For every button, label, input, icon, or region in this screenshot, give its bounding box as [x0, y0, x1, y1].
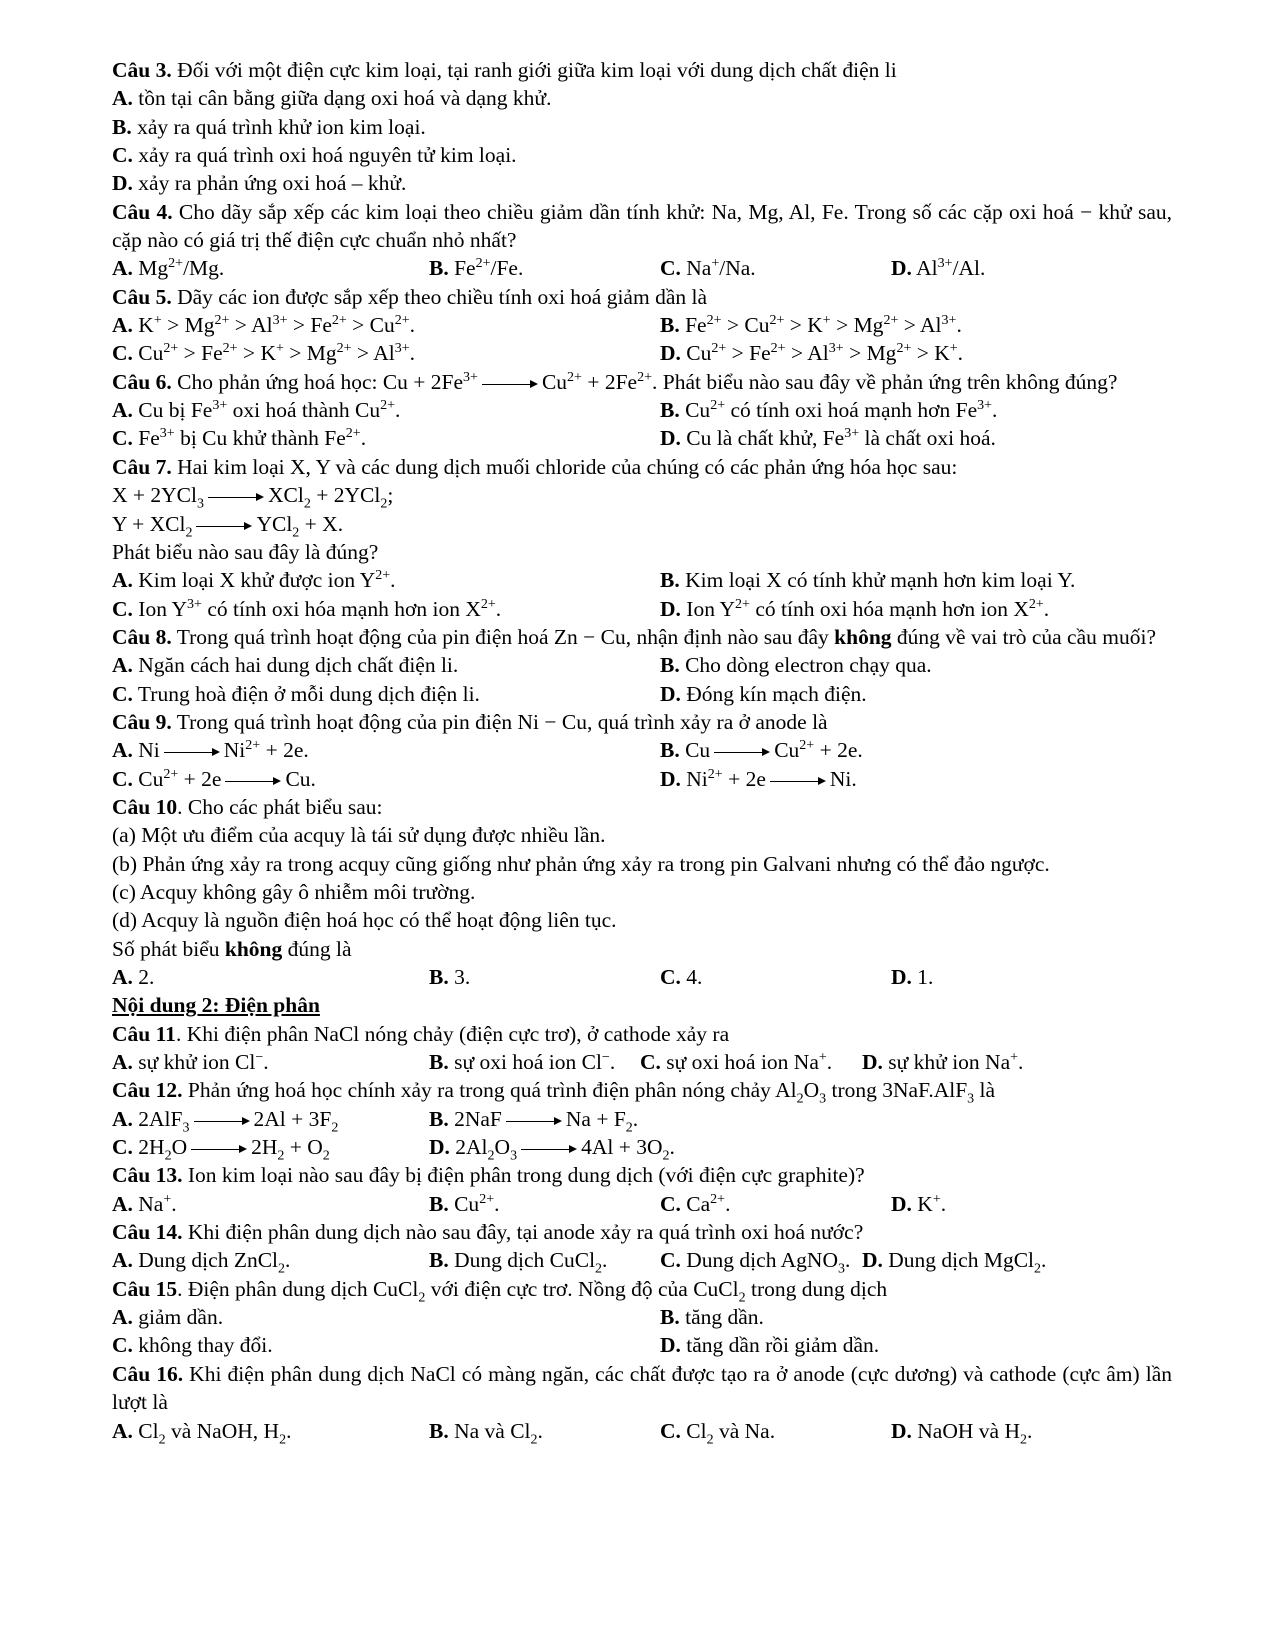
- q13-option-d: D. K+.: [891, 1191, 947, 1216]
- q15-options-cd: [112, 1331, 1172, 1359]
- q7-option-b: B. Kim loại X có tính khử mạnh hơn kim loại Y.: [660, 568, 1076, 593]
- q8-option-c: C. Trung hoà điện ở mỗi dung dịch điện li.: [112, 681, 480, 706]
- q15-stem: Câu 15. Điện phân dung dịch CuCl$_2$ với điện cực trơ. Nồng độ của CuCl$_2$ trong dung dịch: [112, 1276, 888, 1306]
- q6-option-b: B. $Cu^{2+}$ có tính oxi hoá mạnh hơn $Fe^{3+}$.: [660, 397, 998, 423]
- arrow-icon: [714, 747, 770, 757]
- q12-option-d: D. $2Al_2O_3$ $4Al + 3O_2$.: [429, 1135, 675, 1164]
- q11-option-a: A. sự khử ion Cl−.: [112, 1049, 269, 1075]
- q7-reaction-2: Y + XCl$_2$ YCl$_2$ + X.: [112, 511, 344, 540]
- q11-option-c: C. sự oxi hoá ion Na+.: [640, 1049, 833, 1075]
- q3-label: Câu 3.: [112, 58, 172, 82]
- arrow-icon: [194, 1116, 250, 1126]
- q5-options-ab: [112, 311, 1172, 339]
- q9-options-cd: [112, 765, 1172, 793]
- q4-option-a: A. $Mg^{2+}/Mg$.: [112, 256, 225, 281]
- q6-options-ab: [112, 396, 1172, 424]
- q11-options: [112, 1048, 1172, 1076]
- q8-option-b: B. Cho dòng electron chạy qua.: [660, 653, 932, 678]
- q10-option-a: A. 2.: [112, 965, 155, 989]
- q5-stem: Câu 5. Dãy các ion được sắp xếp theo chiều tính oxi hoá giảm dần là: [112, 284, 708, 309]
- q9-option-a: A. Ni $Ni^{2+} + 2e$.: [112, 738, 309, 763]
- q6-option-c: C. $Fe^{3+}$ bị Cu khử thành $Fe^{2+}$.: [112, 426, 367, 451]
- q3-option-c: C. xảy ra quá trình oxi hoá nguyên tử kim loại.: [112, 143, 517, 168]
- q9-option-d: D. $Ni^{2+} + 2e$ Ni.: [660, 766, 857, 791]
- q16-stem: Câu 16. Khi điện phân dung dịch NaCl có màng ngăn, các chất được tạo ra ở anode (cực dương) và cathode (cực âm) lần lượt là: [112, 1361, 1172, 1415]
- q5-option-c: C. $Cu^{2+} > Fe^{2+} > K^+ > Mg^{2+} > Al^{3+}$.: [112, 341, 416, 366]
- q13-stem: Câu 13. Ion kim loại nào sau đây bị điện phân trong dung dịch (với điện cực graphite)?: [112, 1163, 865, 1188]
- q10-count-question: Số phát biểu không đúng là: [112, 936, 352, 961]
- q6-option-a: A. Cu bị $Fe^{3+}$ oxi hoá thành $Cu^{2+}$.: [112, 397, 401, 423]
- q7-options-cd: [112, 595, 1172, 623]
- q14-options: [112, 1246, 1172, 1277]
- q14-option-d: D. Dung dịch MgCl$_2$.: [862, 1248, 1047, 1277]
- q7-options-ab: [112, 566, 1172, 594]
- q10-option-d: D. 1.: [891, 965, 934, 989]
- q10-statement-a: (a) Một ưu điểm của acquy là tái sử dụng được nhiều lần.: [112, 823, 606, 848]
- q15-option-b: B. tăng dần.: [660, 1305, 764, 1330]
- q12-option-a: A. 2AlF$_3$ $2Al + 3F_2$: [112, 1106, 339, 1136]
- q9-stem: Câu 9. Trong quá trình hoạt động của pin điện Ni − Cu, quá trình xảy ra ở anode là: [112, 709, 828, 734]
- q8-option-d: D. Đóng kín mạch điện.: [660, 681, 867, 706]
- q10-statement-c: (c) Acquy không gây ô nhiễm môi trường.: [112, 879, 476, 904]
- q7-option-c: C. Ion $Y^{3+}$ có tính oxi hóa mạnh hơn ion $X^{2+}$.: [112, 596, 502, 621]
- q8-option-a: A. Ngăn cách hai dung dịch chất điện li.: [112, 653, 459, 678]
- q9-option-c: C. $Cu^{2+} + 2e$ Cu.: [112, 766, 316, 791]
- q11-stem: Câu 11. Khi điện phân NaCl nóng chảy (điện cực trơ), ở cathode xảy ra: [112, 1021, 730, 1046]
- arrow-icon: [521, 1144, 577, 1154]
- q13-option-a: A. Na+.: [112, 1191, 177, 1216]
- q10-statement-b: (b) Phản ứng xảy ra trong acquy cũng giống như phản ứng xảy ra trong pin Galvani nhưng có thể đảo ngược.: [112, 851, 1050, 876]
- q8-options-ab: [112, 651, 1172, 679]
- q12-options-ab: [112, 1105, 1172, 1136]
- q12-option-c: C. $2H_2O$ $2H_2 + O_2$: [112, 1135, 330, 1164]
- q3-option-d: D. xảy ra phản ứng oxi hoá – khử.: [112, 171, 407, 196]
- q5-options-cd: [112, 339, 1172, 367]
- q10-stem: Câu 10. Cho các phát biểu sau:: [112, 794, 383, 819]
- q16-option-a: A. $Cl_2$ và NaOH, $H_2$.: [112, 1418, 292, 1447]
- arrow-icon: [482, 379, 538, 389]
- q9-option-b: B. Cu $Cu^{2+} + 2e$.: [660, 738, 863, 763]
- q13-option-b: B. $Cu^{2+}$.: [429, 1191, 500, 1216]
- q3-option-b: B. xảy ra quá trình khử ion kim loại.: [112, 114, 426, 139]
- q12-stem: Câu 12. Phản ứng hoá học chính xảy ra trong quá trình điện phân nóng chảy $Al_2O_3$ trong 3NaF.AlF$_3$ là: [112, 1078, 996, 1107]
- q6-options-cd: [112, 424, 1172, 452]
- q7-option-d: D. Ion $Y^{2+}$ có tính oxi hóa mạnh hơn ion $X^{2+}$.: [660, 596, 1050, 621]
- q14-stem: Câu 14. Khi điện phân dung dịch nào sau đây, tại anode xảy ra quá trình oxi hoá nước?: [112, 1220, 864, 1245]
- q8-stem: Câu 8. Trong quá trình hoạt động của pin điện hoá Zn − Cu, nhận định nào sau đây không đúng về vai trò của cầu muối?: [112, 624, 1157, 649]
- arrow-icon: [191, 1144, 247, 1154]
- arrow-icon: [208, 492, 264, 502]
- q6-stem: Câu 6. Cho phản ứng hoá học: $Cu + 2Fe^{3+}$ $Cu^{2+} + 2Fe^{2+}$. Phát biểu nào sau đây về phản ứng trên không đúng?: [112, 369, 1118, 394]
- q5-option-a: A. $K^+ > Mg^{2+} > Al^{3+} > Fe^{2+} > Cu^{2+}$.: [112, 312, 416, 338]
- q15-option-a: A. giảm dần.: [112, 1305, 224, 1330]
- q16-option-c: C. $Cl_2$ và Na.: [660, 1418, 776, 1447]
- q7-option-a: A. Kim loại X khử được ion $Y^{2+}$.: [112, 568, 396, 593]
- q15-option-d: D. tăng dần rồi giảm dần.: [660, 1333, 880, 1358]
- exam-page: [112, 56, 1172, 1445]
- q4-option-d: D. $Al^{3+}/Al$.: [891, 256, 986, 281]
- q3-stem: [112, 56, 1172, 84]
- q7-question: Phát biểu nào sau đây là đúng?: [112, 539, 379, 564]
- q7-reaction-1: X + 2YCl$_3$ XCl$_2$ + 2YCl$_2$;: [112, 483, 394, 512]
- q10-statement-d: (d) Acquy là nguồn điện hoá học có thể hoạt động liên tục.: [112, 908, 617, 933]
- q11-option-d: D. sự khử ion Na+.: [862, 1049, 1024, 1075]
- q12-options-cd: [112, 1133, 1172, 1164]
- arrow-icon: [506, 1116, 562, 1126]
- q12-option-b: B. 2NaF $Na + F_2$.: [429, 1106, 639, 1136]
- q16-option-d: D. NaOH và $H_2$.: [891, 1418, 1033, 1447]
- arrow-icon: [196, 521, 252, 531]
- q4-option-c: C. Na+/Na.: [660, 256, 756, 281]
- arrow-icon: [770, 776, 826, 786]
- section-heading: Nội dung 2: Điện phân: [112, 993, 320, 1018]
- q15-options-ab: [112, 1303, 1172, 1331]
- q8-options-cd: [112, 680, 1172, 708]
- q13-option-c: C. $Ca^{2+}$.: [660, 1191, 731, 1216]
- arrow-icon: [225, 776, 281, 786]
- q16-option-b: B. Na và $Cl_2$.: [429, 1418, 543, 1447]
- q14-option-c: C. Dung dịch AgNO$_3$.: [660, 1248, 851, 1277]
- q14-option-b: B. Dung dịch CuCl$_2$.: [429, 1248, 608, 1277]
- q10-options: [112, 963, 1172, 991]
- q5-option-b: B. $Fe^{2+} > Cu^{2+} > K^+ > Mg^{2+} > Al^{3+}$.: [660, 312, 962, 338]
- q15-option-c: C. không thay đổi.: [112, 1333, 273, 1358]
- q3-option-a: A. tồn tại cân bằng giữa dạng oxi hoá và dạng khử.: [112, 86, 552, 111]
- q16-options: [112, 1417, 1172, 1445]
- q13-options: [112, 1190, 1172, 1218]
- arrow-icon: [164, 747, 220, 757]
- q10-option-b: B. 3.: [429, 965, 471, 989]
- q3-text: Đối với một điện cực kim loại, tại ranh giới giữa kim loại với dung dịch chất điện li: [171, 58, 897, 82]
- q10-option-c: C. 4.: [660, 965, 703, 989]
- q4-stem: Câu 4. Cho dãy sắp xếp các kim loại theo chiều giảm dần tính khử: Na, Mg, Al, Fe. Trong số các cặp oxi hoá − khử sau, cặp nào có giá trị thế điện cực chuẩn nhỏ nhất?: [112, 199, 1173, 253]
- q14-option-a: A. Dung dịch ZnCl$_2$.: [112, 1248, 291, 1277]
- q5-option-d: D. $Cu^{2+} > Fe^{2+} > Al^{3+} > Mg^{2+} > K^+$.: [660, 341, 964, 366]
- q4-option-b: B. $Fe^{2+}/Fe$.: [429, 256, 524, 281]
- q11-option-b: B. sự oxi hoá ion Cl−.: [429, 1049, 616, 1075]
- q6-option-d: D. Cu là chất khử, $Fe^{3+}$ là chất oxi hoá.: [660, 426, 996, 451]
- q7-stem: Câu 7. Hai kim loại X, Y và các dung dịch muối chloride của chúng có các phản ứng hóa học sau:: [112, 454, 958, 479]
- q4-options: [112, 254, 1172, 282]
- q9-options-ab: [112, 736, 1172, 764]
